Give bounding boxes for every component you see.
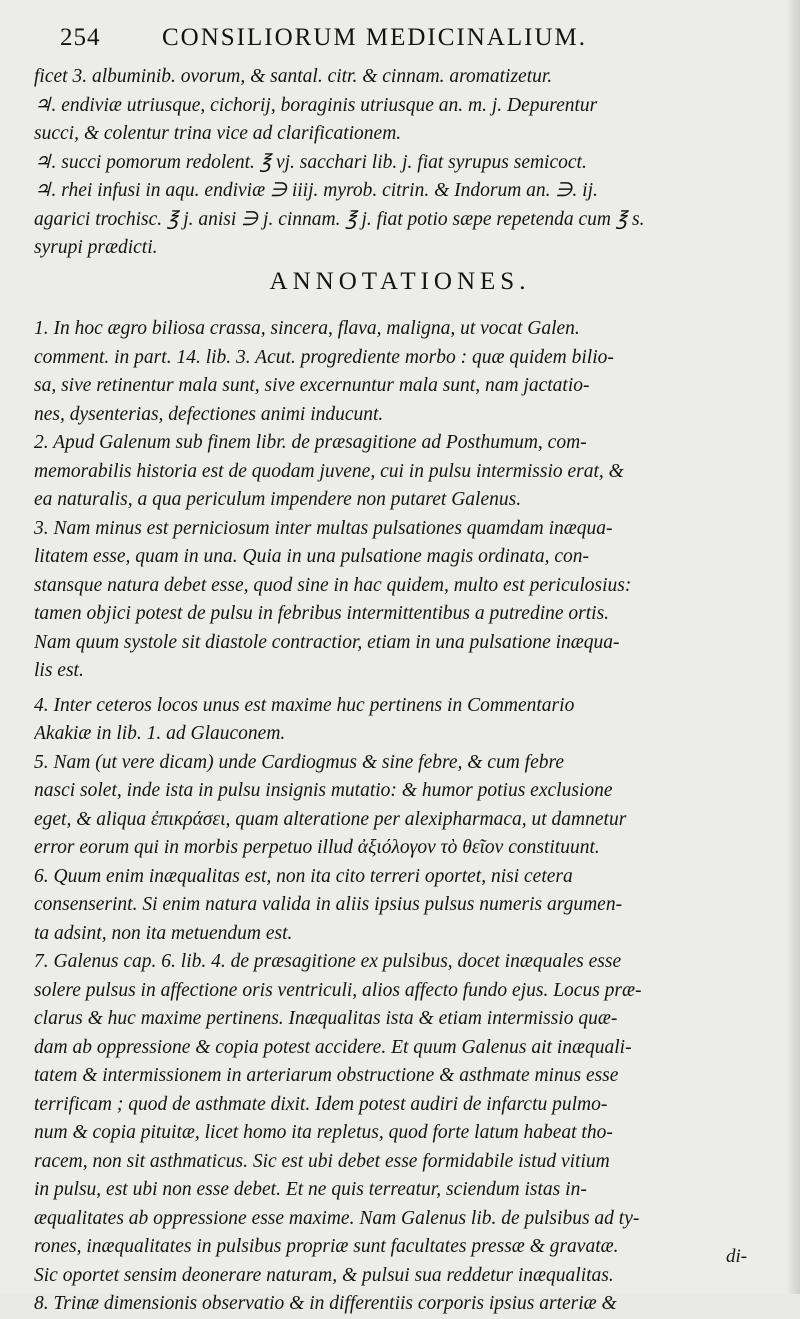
recipe-block (34, 63, 770, 263)
annotation-line: terrificam ; quod de asthmate dixit. Idem potest audiri de infarctu pulmo- (34, 1093, 608, 1115)
page-edge-shadow (786, 0, 800, 1294)
catchword: di- (726, 1246, 748, 1267)
annotation-3 (34, 515, 770, 686)
annotation-line: tamen objici potest de pulsu in febribus intermittentibus a putredine ortis. (34, 603, 610, 624)
running-title: CONSILIORUM MEDICINALIUM. (162, 24, 587, 51)
annotation-5 (34, 749, 770, 863)
annotation-7 (34, 948, 770, 1290)
annotation-1 (34, 315, 770, 429)
annotation-line: solere pulsus in affectione oris ventriculi, alios affecto fundo ejus. Locus præ- (34, 979, 642, 1001)
annotation-line: 3. Nam minus est perniciosum inter multas pulsationes quamdam inæqua- (34, 517, 613, 539)
annotation-line: sa, sive retinentur mala sunt, sive excernuntur mala sunt, nam jactatio- (34, 375, 590, 396)
annotation-line: comment. in part. 14. lib. 3. Acut. progrediente morbo : quæ quidem bilio- (34, 346, 614, 368)
annotation-line: memorabilis historia est de quodam juvene, cui in pulsu intermissio erat, & (34, 460, 624, 482)
annotation-line: 6. Quum enim inæqualitas est, non ita cito terreri oportet, nisi cetera (34, 865, 573, 887)
annotation-2 (34, 429, 770, 515)
annotation-line: dam ab oppressione & copia potest accidere. Et quum Galenus ait inæquali- (34, 1036, 632, 1058)
annotations-block (34, 315, 770, 1319)
annotation-line: 7. Galenus cap. 6. lib. 4. de præsagitione ex pulsibus, docet inæquales esse (34, 951, 622, 972)
recipe-line: succi, & colentur trina vice ad clarificationem. (34, 123, 402, 144)
annotation-line: Sic oportet sensim deonerare naturam, & pulsui sua reddetur inæqualitas. (34, 1264, 614, 1286)
annotation-line: in pulsu, est ubi non esse debet. Et ne quis terreatur, sciendum istas in- (34, 1179, 587, 1200)
annotation-line: æqualitates ab oppressione esse maxime. Nam Galenus lib. de pulsibus ad ty- (34, 1207, 640, 1229)
annotation-line: eget, & aliqua ἐπικράσει, quam alteratione per alexipharmaca, ut damnetur (34, 808, 627, 830)
annotation-line: 1. In hoc ægro biliosa crassa, sincera, flava, maligna, ut vocat Galen. (34, 318, 580, 339)
annotation-line: clarus & huc maxime pertinens. Inæqualitas ista & etiam intermissio quæ- (34, 1008, 618, 1029)
annotation-line: stansque natura debet esse, quod sine in hac quidem, multo est periculosius: (34, 574, 632, 596)
annotation-line: ea naturalis, a qua periculum impendere non putaret Galenus. (34, 489, 522, 510)
annotation-line: 2. Apud Galenum sub finem libr. de præsagitione ad Posthumum, com- (34, 432, 587, 453)
running-head (60, 24, 760, 64)
page-number: 254 (60, 24, 101, 51)
annotation-8 (34, 1290, 770, 1319)
recipe-line: ficet 3. albuminib. ovorum, & santal. citr. & cinnam. aromatizetur. (34, 66, 553, 87)
annotation-line: 8. Trinæ dimensionis observatio & in differentiis corporis ipsius arteriæ & (34, 1293, 617, 1314)
recipe-line: ♃. rhei infusi in aqu. endiviæ ∋ iiij. myrob. citrin. & Indorum an. ∋. ij. (34, 180, 598, 201)
annotation-6 (34, 863, 770, 949)
annotation-line: 5. Nam (ut vere dicam) unde Cardiogmus & sine febre, & cum febre (34, 751, 565, 773)
annotation-line: rones, inæqualitates in pulsibus propriæ sunt facultates pressæ & gravatæ. (34, 1236, 619, 1257)
annotation-4 (34, 692, 770, 749)
annotations-heading: ANNOTATIONES. (269, 268, 531, 295)
annotation-line: Nam quum systole sit diastole contractior, etiam in una pulsatione inæqua- (34, 631, 620, 653)
annotation-line: nasci solet, inde ista in pulsu insignis mutatio: & humor potius exclusione (34, 780, 613, 801)
recipe-line: ♃. succi pomorum redolent. ℥ vj. sacchari lib. j. fiat syrupus semicoct. (34, 151, 587, 173)
annotation-line: ta adsint, non ita metuendum est. (34, 922, 293, 944)
annotation-line: Akakiæ in lib. 1. ad Glauconem. (34, 723, 286, 744)
annotation-line: lis est. (34, 660, 84, 681)
annotation-line: consenserint. Si enim natura valida in aliis ipsius pulsus numeris argumen- (34, 894, 623, 915)
annotation-line: error eorum qui in morbis perpetuo illud ἀξιόλογον τὸ θεῖον constituunt. (34, 837, 600, 858)
recipe-line: agarici trochisc. ℥ j. anisi ∋ j. cinnam. ℥ j. fiat potio sæpe repetenda cum ℥ s. (34, 208, 645, 230)
annotation-line: racem, non sit asthmaticus. Sic est ubi debet esse formidabile istud vitium (34, 1150, 610, 1172)
recipe-line: ♃. endiviæ utriusque, cichorij, boraginis utriusque an. m. j. Depurentur (34, 94, 598, 116)
annotation-line: tatem & intermissionem in arteriarum obstructione & asthmate minus esse (34, 1065, 619, 1086)
recipe-line: syrupi prædicti. (34, 237, 158, 258)
annotation-line: 4. Inter ceteros locos unus est maxime huc pertinens in Commentario (34, 694, 575, 716)
annotation-line: nes, dysenterias, defectiones animi inducunt. (34, 403, 384, 425)
annotation-line: num & copia pituitæ, licet homo ita repletus, quod forte latum habeat tho- (34, 1122, 613, 1143)
annotation-line: litatem esse, quam in una. Quia in una pulsatione magis ordinata, con- (34, 546, 589, 567)
